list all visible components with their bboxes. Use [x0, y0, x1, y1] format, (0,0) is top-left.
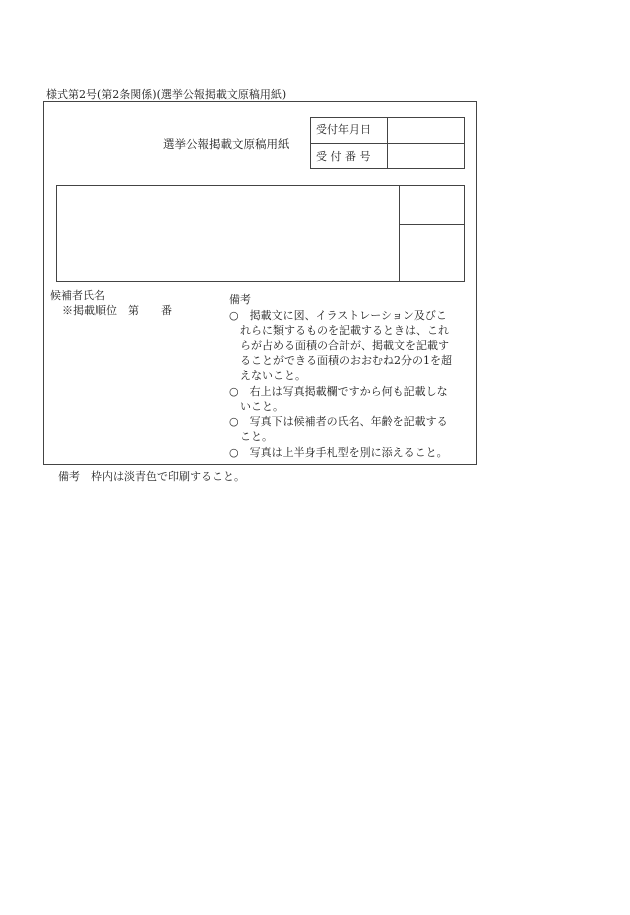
reception-date-label: 受付年月日 [316, 123, 371, 136]
photo-area [400, 186, 464, 223]
note-line: ○ 写真下は候補者の氏名、年齢を記載する [229, 415, 448, 428]
reception-row-divider [310, 143, 465, 144]
note-line: らが占める面積の合計が、掲載文を記載す [229, 339, 449, 352]
name-age-area[interactable] [400, 225, 464, 281]
manuscript-text-area[interactable] [57, 186, 398, 281]
note-line: ○ 写真は上半身手札型を別に添えること。 [229, 446, 448, 459]
note-line: えないこと。 [229, 369, 306, 382]
reception-number-label: 受 付 番 号 [316, 150, 371, 163]
note-line: れらに類するものを記載するときは、これ [229, 324, 449, 337]
note-line: ○ 右上は写真掲載欄ですから何も記載しな [229, 385, 448, 398]
form-title: 選挙公報掲載文原稿用紙 [163, 137, 290, 151]
candidate-name-label: 候補者氏名 [50, 289, 105, 302]
placement-order-label: ※掲載順位 第 番 [62, 304, 172, 317]
note-line: こと。 [229, 430, 273, 443]
notes-heading: 備考 [229, 293, 251, 306]
note-line: いこと。 [229, 400, 284, 413]
note-line: ○ 掲載文に図、イラストレーション及びこ [229, 309, 447, 322]
form-header: 様式第2号(第2条関係)(選挙公報掲載文原稿用紙) [46, 88, 287, 101]
footer-note: 備考 枠内は淡青色で印刷すること。 [58, 470, 245, 483]
note-line: ることができる面積のおおむね2分の1を超 [229, 354, 452, 367]
